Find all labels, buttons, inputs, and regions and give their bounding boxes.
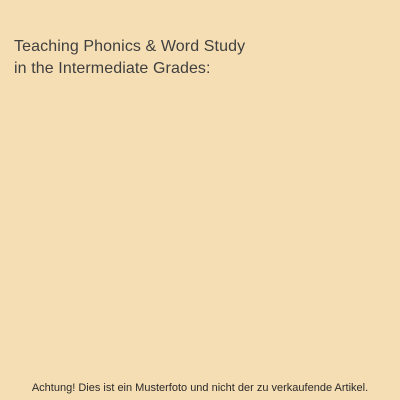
- book-title-line-1: Teaching Phonics & Word Study: [14, 38, 246, 55]
- book-title-line-2: in the Intermediate Grades:: [14, 60, 211, 77]
- sample-photo-notice: Achtung! Dies ist ein Musterfoto und nicht der zu verkaufende Artikel.: [31, 382, 369, 394]
- book-title: [14, 36, 386, 80]
